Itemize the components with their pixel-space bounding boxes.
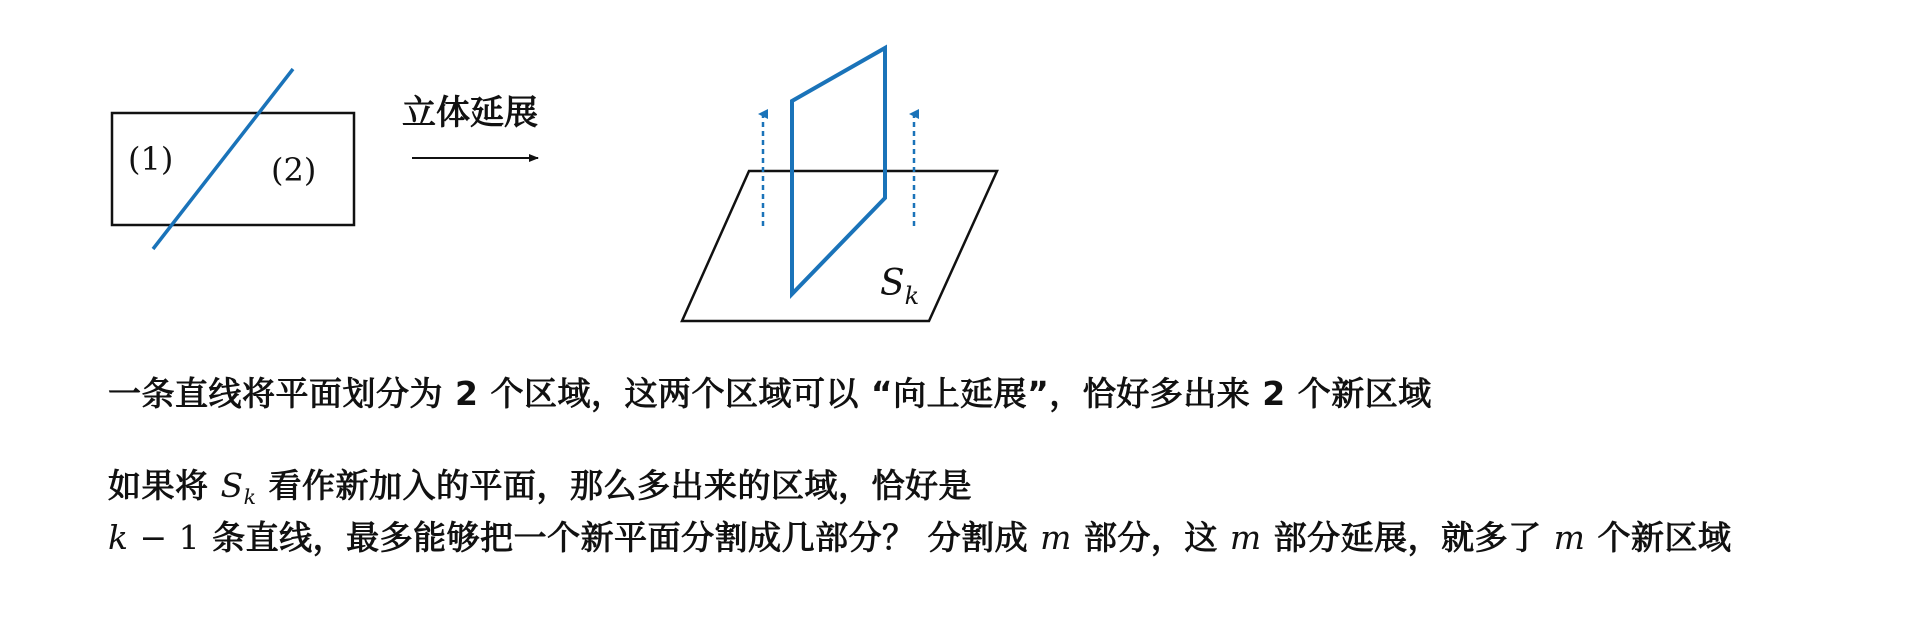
region-2-label: (2) [271,151,317,189]
line3-part1: 条直线，最多能够把一个新平面分割成几部分？ 分割成 [200,518,1041,557]
line3-part3: 部分延展，就多了 [1261,518,1554,557]
line3-part2: 部分，这 [1071,518,1230,557]
explanation-line-3 [108,512,1731,559]
line3-var-m3: m [1553,518,1586,557]
line3-var-k: k [108,518,129,557]
plane-label [880,263,919,310]
explanation-line-2 [108,460,972,509]
line3-var-m1: m [1040,518,1072,557]
line3-var-m2: m [1229,518,1262,557]
line3-part4: 个新区域 [1585,518,1732,557]
line1-text: 一条直线将平面划分为 2 个区域，这两个区域可以 “向上延展”，恰好多出来 2 个新区域 [108,374,1432,413]
line2-var-s: S [220,466,244,505]
transform-label: 立体延展 [402,93,538,133]
line2-var-sub: k [243,485,257,510]
plane-label-sub: k [904,282,920,310]
region-1-label: (1) [128,140,174,178]
line2-suffix: 看作新加入的平面，那么多出来的区域，恰好是 [256,466,972,505]
explanation-line-1 [108,368,1432,415]
plane-label-base: S [880,263,905,304]
line3-minus-one: − 1 [128,518,201,557]
line2-prefix: 如果将 [108,466,221,505]
